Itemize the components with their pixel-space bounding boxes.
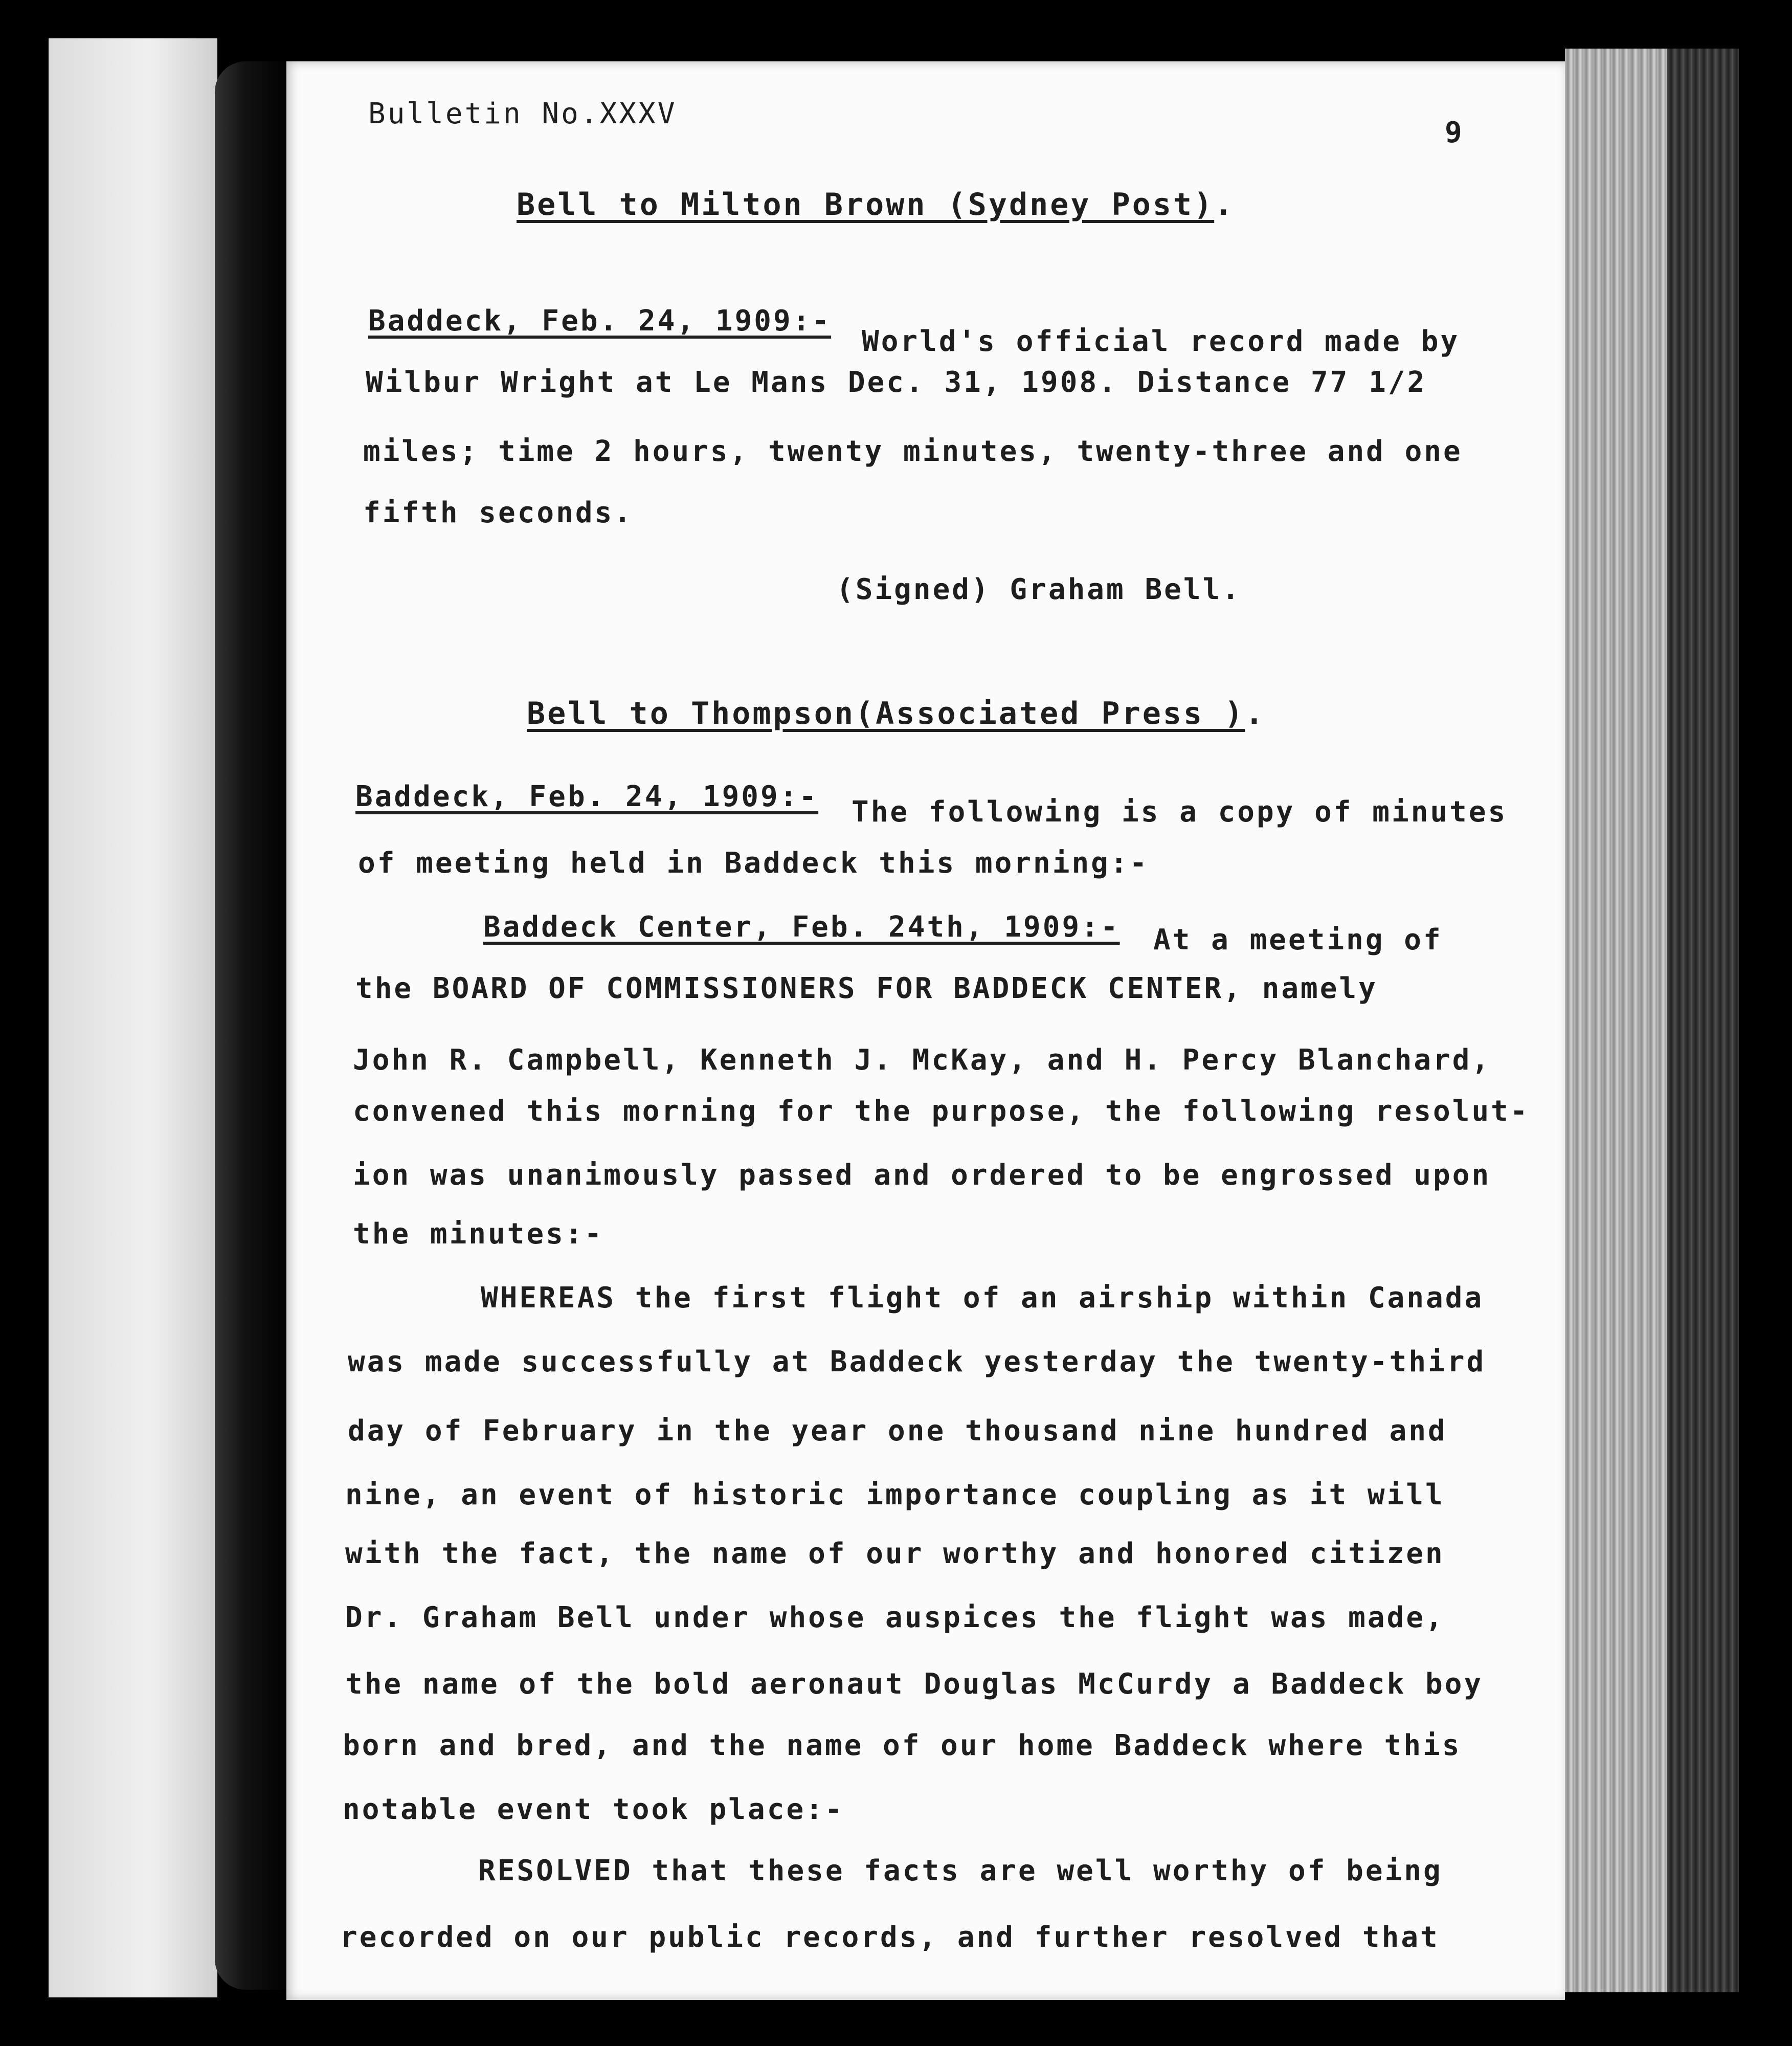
minutes-line-1: the BOARD OF COMMISSIONERS FOR BADDECK CENTER, namely: [355, 972, 1378, 1005]
section2-heading-tail: .: [1245, 696, 1266, 731]
section2-heading: [527, 698, 1265, 729]
book-gutter: [215, 61, 292, 1990]
section1-heading-tail: .: [1214, 187, 1235, 223]
whereas-line-5: Dr. Graham Bell under whose auspices the flight was made,: [345, 1601, 1445, 1634]
minutes-dateline: Baddeck Center, Feb. 24th, 1909:-: [483, 910, 1120, 944]
section1-line-2: miles; time 2 hours, twenty minutes, twenty-three and one: [363, 435, 1463, 468]
resolved-line-1: recorded on our public records, and further resolved that: [340, 1921, 1440, 1954]
section2-dateline: Baddeck, Feb. 24, 1909:-: [355, 780, 819, 813]
minutes-line-4: ion was unanimously passed and ordered to be engrossed upon: [353, 1159, 1491, 1192]
section2-line-0: The following is a copy of minutes: [852, 795, 1508, 829]
section1-line-3: fifth seconds.: [363, 496, 634, 529]
bulletin-label: Bulletin No.XXXV: [368, 97, 677, 130]
section1-heading: [517, 187, 1235, 223]
minutes-line-2: John R. Campbell, Kenneth J. McKay, and H. Percy Blanchard,: [353, 1043, 1491, 1077]
minutes-line-5: the minutes:-: [353, 1217, 604, 1251]
left-page-edge: [49, 38, 217, 1997]
section1-heading-text: Bell to Milton Brown (Sydney Post): [517, 187, 1215, 223]
whereas-line-0: WHEREAS the first flight of an airship within Canada: [481, 1281, 1484, 1315]
section1-signature: (Signed) Graham Bell.: [836, 573, 1242, 606]
section1-line-0: World's official record made by: [862, 325, 1460, 358]
whereas-line-3: nine, an event of historic importance coupling as it will: [345, 1478, 1445, 1511]
binding-edge: [1667, 49, 1739, 1992]
whereas-line-4: with the fact, the name of our worthy and honored citizen: [345, 1537, 1445, 1570]
resolved-line-0: RESOLVED that these facts are well worthy of being: [478, 1854, 1443, 1887]
whereas-line-6: the name of the bold aeronaut Douglas McCurdy a Baddeck boy: [345, 1667, 1484, 1701]
page-number: 9: [1445, 116, 1464, 149]
section2-line-1: of meeting held in Baddeck this morning:-: [358, 847, 1149, 880]
whereas-line-1: was made successfully at Baddeck yesterday the twenty-third: [348, 1345, 1486, 1378]
section2-heading-text: Bell to Thompson(Associated Press ): [527, 696, 1245, 731]
minutes-line-0: At a meeting of: [1153, 923, 1443, 957]
whereas-line-7: born and bred, and the name of our home Baddeck where this: [343, 1729, 1462, 1762]
whereas-line-2: day of February in the year one thousand nine hundred and: [348, 1414, 1447, 1448]
section1-dateline: Baddeck, Feb. 24, 1909:-: [368, 304, 832, 338]
page-edge-stack: [1565, 49, 1739, 1992]
section1-line-1: Wilbur Wright at Le Mans Dec. 31, 1908. Distance 77 1/2: [366, 366, 1427, 399]
minutes-line-3: convened this morning for the purpose, the following resolut-: [353, 1095, 1530, 1128]
whereas-line-8: notable event took place:-: [343, 1793, 844, 1826]
